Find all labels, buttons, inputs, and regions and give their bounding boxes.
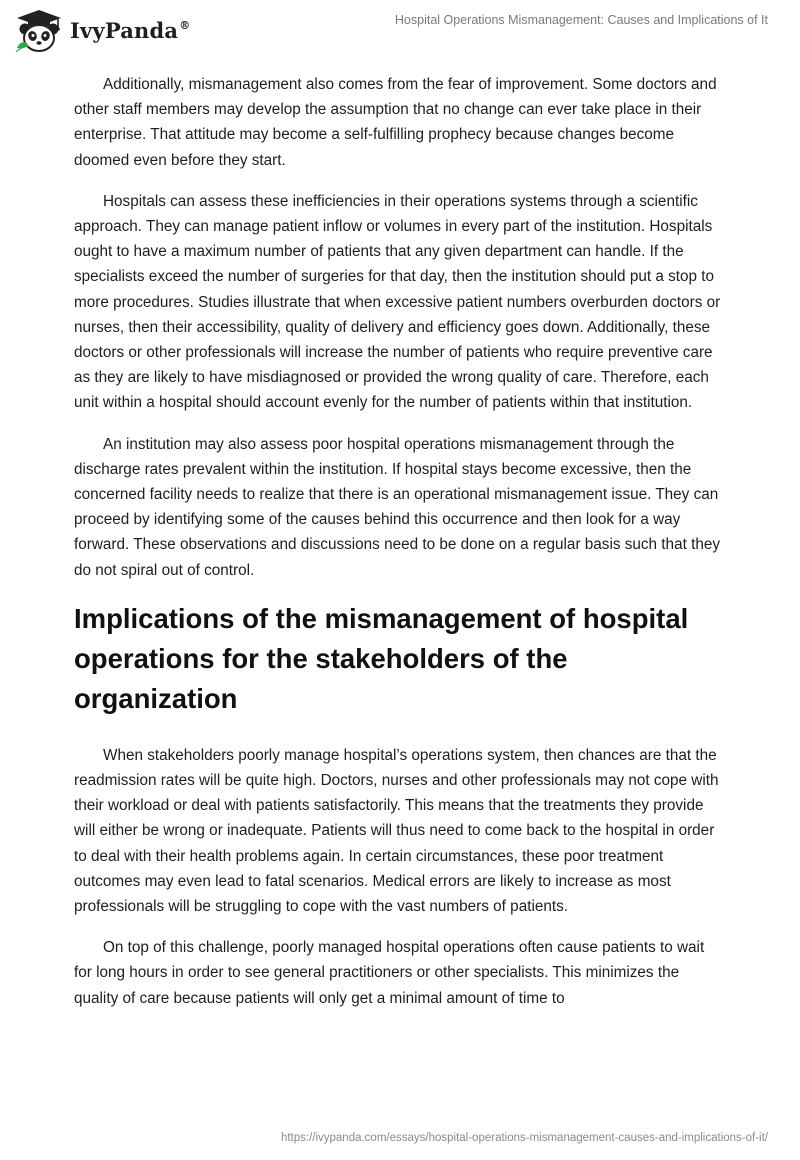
paragraph: When stakeholders poorly manage hospital’s operations system, then chances are that the readmission rates will be quite high. Doctors, nurses and other professionals may not cope with their workload or deal with patients satisfactorily. This means that the treatments they provide will either be wrong or inadequate. Patients will thus need to come back to the hospital in order to deal with their health problems again. In certain circumstances, these poor treatment outcomes may even lead to fatal scenarios. Medical errors are likely to increase as most professionals will be struggling to cope with the vast numbers of patients. [74, 746, 719, 916]
essay-content [74, 72, 726, 1027]
document-title: Hospital Operations Mismanagement: Causes and Implications of It [394, 13, 768, 27]
paragraph: An institution may also assess poor hospital operations mismanagement through the discharge rates prevalent within the institution. If hospital stays become excessive, then the concerned facility needs to realize that there is an operational mismanagement issue. They can proceed by identifying some of the causes behind this occurrence and then look for a way forward. These observations and discussions need to be done on a regular basis such that they do not spiral out of control. [74, 435, 720, 579]
paragraph: Hospitals can assess these inefficiencies in their operations systems through a scientific approach. They can manage patient inflow or volumes in every part of the institution. Hospitals ought to have a maximum number of patients that any given department can handle. If the specialists exceed the number of surgeries for that day, then the institution should put a stop to more procedures. Studies illustrate that when excessive patient numbers overburden doctors or nurses, then their accessibility, quality of delivery and efficiency goes down. Additionally, these doctors or other professionals will increase the number of patients who require preventive care as they are likely to have misdiagnosed or provided the wrong quality of care. Therefore, each unit within a hospital should account evenly for the number of patients within that institution. [74, 192, 721, 412]
page-header [0, 0, 800, 64]
logo-text: IvyPanda® [70, 18, 191, 43]
panda-graduate-icon [14, 8, 64, 54]
section-heading: Implications of the mismanagement of hospital operations for the stakeholders of the organization [74, 602, 689, 714]
paragraph: Additionally, mismanagement also comes from the fear of improvement. Some doctors and other staff members may develop the assumption that no change can ever take place in their enterprise. That attitude may become a self-fulfilling prophecy because changes become doomed even before they start. [74, 76, 717, 169]
paragraph: On top of this challenge, poorly managed hospital operations often cause patients to wait for long hours in order to see general practitioners or other specialists. This minimizes the quality of care because patients will only get a minimal amount of time to [74, 939, 705, 1007]
ivypanda-logo[interactable] [14, 8, 204, 56]
footer-url[interactable]: https://ivypanda.com/essays/hospital-operations-mismanagement-causes-and-implications-of-it/ [280, 1132, 768, 1144]
